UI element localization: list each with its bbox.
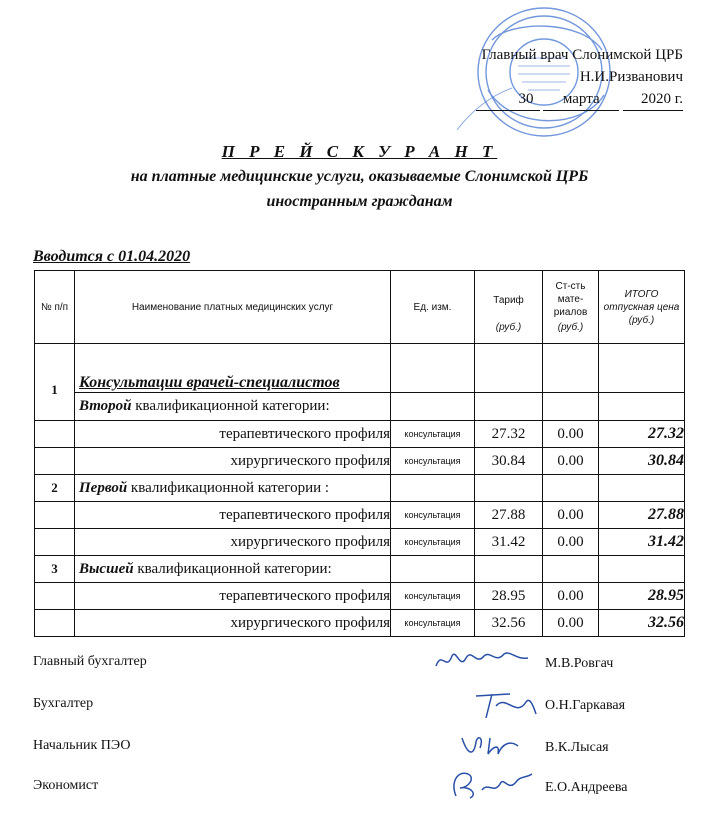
table-row xyxy=(35,610,685,637)
handwritten-signature xyxy=(458,728,528,762)
service-unit: консультация xyxy=(391,502,475,529)
col-materials xyxy=(543,271,599,344)
service-unit: консультация xyxy=(391,448,475,475)
col-total xyxy=(599,271,685,344)
col-materials-unit: (руб.) xyxy=(557,322,584,333)
title-line-2: иностранным гражданам xyxy=(266,193,453,210)
category-bold: Второй xyxy=(79,397,132,414)
approval-position: Главный врач Слонимской ЦРБ xyxy=(481,47,683,63)
service-tariff: 30.84 xyxy=(475,448,543,475)
service-tariff: 27.32 xyxy=(475,421,543,448)
signature-role: Экономист xyxy=(33,778,99,793)
signature-name: М.В.Ровгач xyxy=(545,656,614,671)
service-materials: 0.00 xyxy=(543,421,599,448)
approval-head-name: Н.И.Ризванович xyxy=(579,69,683,85)
service-name: терапевтического профиля xyxy=(75,502,391,529)
signature-role: Начальник ПЭО xyxy=(33,738,131,753)
service-materials: 0.00 xyxy=(543,529,599,556)
group-number: 2 xyxy=(35,475,75,502)
table-row xyxy=(35,502,685,529)
signature-role: Главный бухгалтер xyxy=(33,654,147,669)
service-name: терапевтического профиля xyxy=(75,583,391,610)
col-tariff xyxy=(475,271,543,344)
service-tariff: 31.42 xyxy=(475,529,543,556)
service-name: хирургического профиля xyxy=(75,529,391,556)
approval-month: марта xyxy=(543,88,619,111)
service-tariff: 32.56 xyxy=(475,610,543,637)
table-row xyxy=(35,529,685,556)
service-materials: 0.00 xyxy=(543,583,599,610)
table-row xyxy=(35,475,685,502)
service-unit: консультация xyxy=(391,583,475,610)
col-materials-label: Ст-сть мате- риалов xyxy=(553,281,588,318)
table-row xyxy=(35,392,685,420)
category-rest: квалификационной категории : xyxy=(127,479,330,496)
category-bold: Первой xyxy=(79,479,128,496)
col-name: Наименование платных медицинских услуг xyxy=(75,271,391,344)
service-total: 27.32 xyxy=(599,421,685,448)
signature-role: Бухгалтер xyxy=(33,696,94,711)
document-title xyxy=(0,142,719,212)
table-row xyxy=(35,344,685,393)
service-unit: консультация xyxy=(391,529,475,556)
approval-date xyxy=(476,88,684,111)
title-line-1: на платные медицинские услуги, оказываемые Слонимской ЦРБ xyxy=(130,168,589,185)
approval-year: 2020 г. xyxy=(623,88,683,111)
col-tariff-label: Тариф xyxy=(493,295,524,306)
service-total: 31.42 xyxy=(599,529,685,556)
approval-day: 30 xyxy=(476,88,540,111)
col-total-label: ИТОГО отпускная цена xyxy=(603,288,680,313)
table-row xyxy=(35,421,685,448)
service-unit: консультация xyxy=(391,610,475,637)
category-label xyxy=(75,392,391,420)
category-label xyxy=(75,475,391,502)
signature-name: В.К.Лысая xyxy=(545,740,609,755)
table-row xyxy=(35,583,685,610)
category-rest: квалификационной категории: xyxy=(133,560,332,577)
service-tariff: 27.88 xyxy=(475,502,543,529)
service-name: терапевтического профиля xyxy=(75,421,391,448)
group-number: 3 xyxy=(35,556,75,583)
service-total: 32.56 xyxy=(599,610,685,637)
category-bold: Высшей xyxy=(79,560,134,577)
price-table xyxy=(34,270,685,637)
col-unit: Ед. изм. xyxy=(391,271,475,344)
category-label xyxy=(75,556,391,583)
handwritten-signature xyxy=(446,764,536,804)
section-title-cell xyxy=(75,344,391,393)
title-heading: П Р Е Й С К У Р А Н Т xyxy=(221,142,498,161)
handwritten-signature xyxy=(432,644,532,674)
service-unit: консультация xyxy=(391,421,475,448)
signature-name: Е.О.Андреева xyxy=(545,780,628,795)
service-total: 30.84 xyxy=(599,448,685,475)
service-name: хирургического профиля xyxy=(75,610,391,637)
approval-block xyxy=(476,44,684,111)
service-materials: 0.00 xyxy=(543,610,599,637)
table-header-row xyxy=(35,271,685,344)
col-total-unit: (руб.) xyxy=(628,314,655,326)
service-total: 28.95 xyxy=(599,583,685,610)
service-materials: 0.00 xyxy=(543,502,599,529)
category-rest: квалификационной категории: xyxy=(131,397,330,414)
table-row xyxy=(35,448,685,475)
service-materials: 0.00 xyxy=(543,448,599,475)
handwritten-signature xyxy=(470,688,540,724)
col-num: № п/п xyxy=(35,271,75,344)
section-title: Консультации врачей-специалистов xyxy=(79,373,340,391)
service-name: хирургического профиля xyxy=(75,448,391,475)
table-row xyxy=(35,556,685,583)
effective-date: Вводится с 01.04.2020 xyxy=(33,248,191,265)
group-number: 1 xyxy=(35,344,75,421)
col-tariff-unit: (руб.) xyxy=(495,322,522,333)
service-total: 27.88 xyxy=(599,502,685,529)
signature-name: О.Н.Гаркавая xyxy=(545,698,626,713)
service-tariff: 28.95 xyxy=(475,583,543,610)
